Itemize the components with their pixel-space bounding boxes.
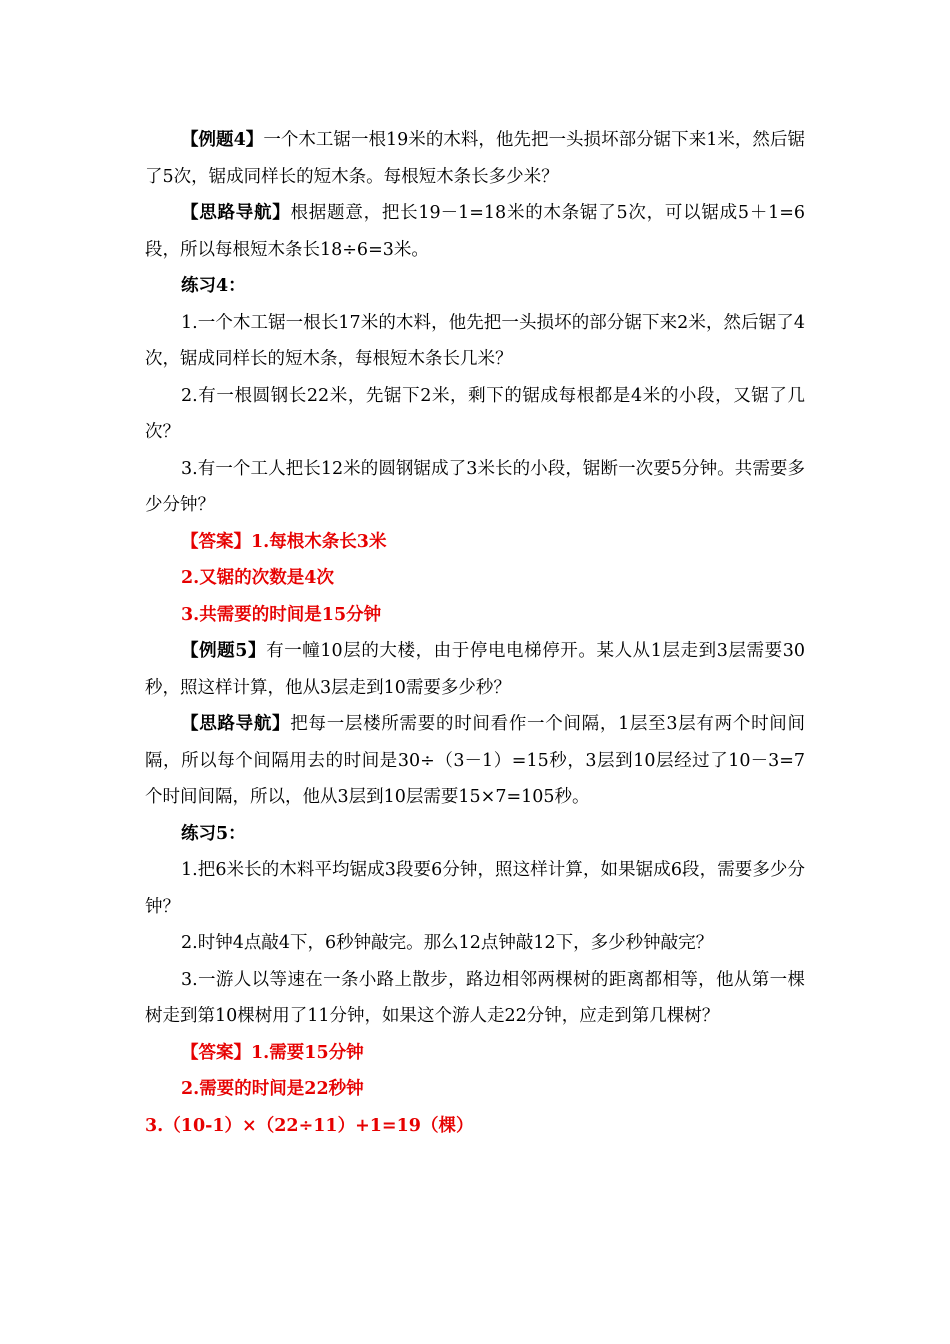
answer-4-label: 【答案】 <box>181 531 251 552</box>
practice-4-item: 2.有一根圆钢长22米，先锯下2米，剩下的锯成每根都是4米的小段，又锯了几次？ <box>145 385 805 442</box>
answer-5-item: 3.（10-1）×（22÷11）+1=19（棵） <box>145 1115 474 1136</box>
example-4-text: 一个木工锯一根19米的木料，他先把一头损坏部分锯下来1米，然后锯了5次，锯成同样长的短木条。每根短木条长多少米？ <box>145 130 805 187</box>
guide-5-text: 把每一层楼所需要的时间看作一个间隔，1层至3层有两个时间间隔，所以每个间隔用去的时间是30÷（3－1）=15秒，3层到10层经过了10－3=7个时间间隔，所以，他从3层到10层需要15×7=105秒。 <box>145 714 805 807</box>
guide-5-label: 【思路导航】 <box>181 714 291 734</box>
example-5-label: 【例题5】 <box>181 641 267 661</box>
practice-4-item: 3.有一个工人把长12米的圆钢锯成了3米长的小段，锯断一次要5分钟。共需要多少分钟？ <box>145 458 805 515</box>
example-5-text: 有一幢10层的大楼，由于停电电梯停开。某人从1层走到3层需要30秒，照这样计算，他从3层走到10需要多少秒？ <box>145 641 805 698</box>
answer-4-item: 1.每根木条长3米 <box>251 531 387 552</box>
guide-5-paragraph <box>145 706 805 816</box>
guide-4-paragraph <box>145 195 805 268</box>
answer-4-line-1 <box>145 524 805 561</box>
answer-5-item: 1.需要15分钟 <box>251 1042 364 1063</box>
practice-5-title: 练习5： <box>181 823 246 844</box>
answer-5-label: 【答案】 <box>181 1042 251 1063</box>
practice-5-item: 1.把6米长的木料平均锯成3段要6分钟，照这样计算，如果锯成6段，需要多少分钟？ <box>145 860 805 917</box>
answer-4-item: 2.又锯的次数是4次 <box>181 568 334 588</box>
answer-5-item: 2.需要的时间是22秒钟 <box>181 1079 364 1099</box>
example-4-paragraph <box>145 122 805 195</box>
answer-5-line-1 <box>145 1035 805 1072</box>
practice-5-item: 2.时钟4点敲4下，6秒钟敲完。那么12点钟敲12下，多少秒钟敲完？ <box>181 933 714 953</box>
answer-4-item: 3.共需要的时间是15分钟 <box>181 604 382 625</box>
document-content <box>145 122 805 1144</box>
practice-5-item: 3.一游人以等速在一条小路上散步，路边相邻两棵树的距离都相等，他从第一棵树走到第10棵树用了11分钟，如果这个游人走22分钟，应走到第几棵树？ <box>145 969 805 1026</box>
practice-4-title: 练习4： <box>181 276 246 296</box>
guide-4-label: 【思路导航】 <box>181 203 291 223</box>
practice-4-item: 1.一个木工锯一根长17米的木料，他先把一头损坏的部分锯下来2米，然后锯了4次，锯成同样长的短木条，每根短木条长几米？ <box>145 312 805 369</box>
guide-4-text: 根据题意，把长19－1=18米的木条锯了5次，可以锯成5＋1=6段，所以每根短木条长18÷6=3米。 <box>145 203 806 260</box>
example-5-paragraph <box>145 633 805 706</box>
example-4-label: 【例题4】 <box>181 130 264 150</box>
